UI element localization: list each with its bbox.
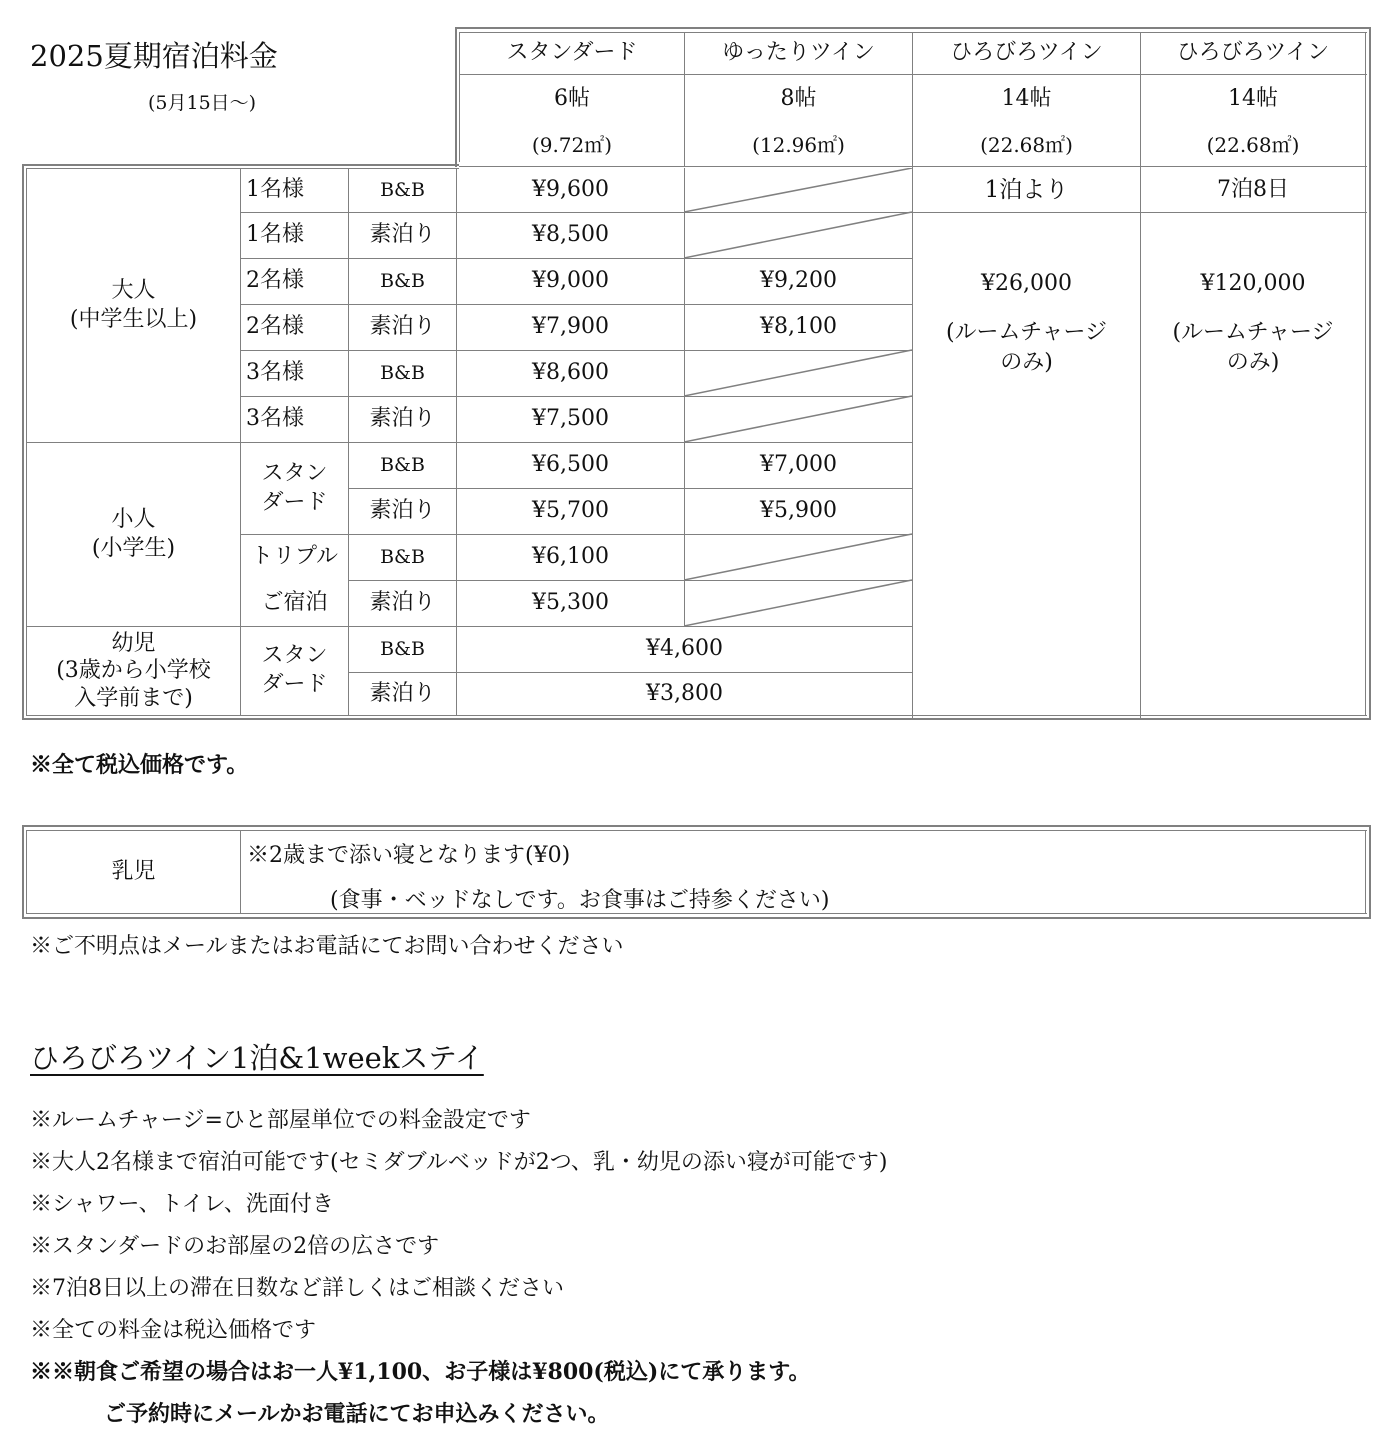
contact-note: ※ご不明点はメールまたはお電話にてお問い合わせください <box>30 934 624 959</box>
stay-note: ※全ての料金は税込価格です <box>30 1318 317 1343</box>
plan-cell: B&B <box>380 638 425 661</box>
price-infant-merged: ¥4,600 <box>646 636 723 662</box>
people-cell: 3名様 <box>246 406 304 432</box>
room-area-yuttari: (12.96㎡) <box>752 133 845 157</box>
sub-triple-line2: ご宿泊 <box>261 590 328 616</box>
room-size-yuttari: 8帖 <box>780 85 817 111</box>
sub-standard-infant-line1: スタン <box>261 643 328 669</box>
group-child-sublabel: (小学生) <box>91 535 176 561</box>
plan-cell: 素泊り <box>369 314 436 340</box>
price-infant-merged: ¥3,800 <box>646 680 723 706</box>
page-subtitle: (5月15日〜) <box>148 92 257 114</box>
hirobiro-2-price: ¥120,000 <box>1200 270 1306 296</box>
plan-cell: 素泊り <box>369 406 436 432</box>
price-standard: ¥9,600 <box>532 177 609 203</box>
price-yuttari: ¥7,000 <box>760 452 837 478</box>
sub-standard-child <box>241 443 348 534</box>
price-yuttari: ¥9,200 <box>760 268 837 294</box>
room-name-hirobiro-1: ひろびろツイン <box>950 40 1103 66</box>
group-infant-sublabel-2: 入学前まで) <box>74 685 193 711</box>
hirobiro-2-note <box>1141 315 1365 381</box>
room-area-hirobiro-1: (22.68㎡) <box>980 133 1073 157</box>
group-infant-sublabel-1: (3歳から小学校 <box>56 658 211 684</box>
plan-cell: 素泊り <box>369 222 436 248</box>
room-size-standard: 6帖 <box>554 85 590 111</box>
plan-cell: B&B <box>380 270 425 293</box>
unavailable-slashes <box>684 168 912 626</box>
sub-standard-infant-line2: ダード <box>261 672 328 697</box>
hirobiro-1-note <box>913 315 1140 381</box>
people-cell: 3名様 <box>246 360 304 386</box>
stay-note: ※7泊8日以上の滞在日数など詳しくはご相談ください <box>30 1276 564 1301</box>
sub-standard-child-line1: スタン <box>261 460 328 486</box>
group-infant-label: 幼児 <box>111 630 156 656</box>
group-child <box>27 443 240 626</box>
infant-note-line1: ※2歳まで添い寝となります(¥0) <box>247 843 571 868</box>
infant-note-line2: (食事・ベッドなしです。お食事はご持参ください) <box>330 888 830 913</box>
tax-note: ※全て税込価格です。 <box>30 752 249 778</box>
people-cell: 2名様 <box>246 314 304 340</box>
hirobiro-2-note-line2: のみ) <box>1226 350 1280 375</box>
group-infant <box>27 627 240 715</box>
plan-cell: B&B <box>380 454 425 477</box>
price-standard: ¥8,500 <box>532 222 609 248</box>
price-yuttari: ¥8,100 <box>760 314 837 340</box>
room-size-hirobiro-1: 14帖 <box>1001 85 1052 111</box>
group-adult-sublabel: (中学生以上) <box>69 306 198 332</box>
price-standard: ¥7,500 <box>532 406 609 432</box>
price-yuttari: ¥5,900 <box>760 498 837 524</box>
price-standard: ¥9,000 <box>532 268 609 294</box>
hirobiro-1-label: 1泊より <box>984 176 1069 203</box>
page-title: 2025夏期宿泊料金 <box>30 39 278 73</box>
plan-cell: 素泊り <box>369 498 436 524</box>
price-standard: ¥8,600 <box>532 360 609 386</box>
price-standard: ¥6,500 <box>532 452 609 478</box>
people-cell: 2名様 <box>246 268 304 294</box>
stay-note: ※ルームチャージ=ひと部屋単位での料金設定です <box>30 1108 531 1133</box>
room-area-hirobiro-2: (22.68㎡) <box>1206 133 1300 157</box>
stay-note: ※スタンダードのお部屋の2倍の広さです <box>30 1234 440 1259</box>
room-size-hirobiro-2: 14帖 <box>1228 85 1278 111</box>
plan-cell: 素泊り <box>369 680 436 706</box>
hirobiro-1-price: ¥26,000 <box>981 270 1072 296</box>
hirobiro-2-note-line1: (ルームチャージ <box>1172 320 1334 346</box>
price-standard: ¥5,700 <box>532 498 609 524</box>
sub-triple-line1: トリプル <box>250 544 339 570</box>
people-cell: 1名様 <box>246 222 304 248</box>
group-adult-label: 大人 <box>111 277 156 303</box>
breakfast-note-2: ご予約時にメールかお電話にてお申込みください。 <box>104 1401 610 1427</box>
hirobiro-1-note-line1: (ルームチャージ <box>945 320 1108 346</box>
plan-cell: B&B <box>380 179 425 202</box>
infant-label: 乳児 <box>111 858 156 884</box>
people-cell: 1名様 <box>246 177 304 203</box>
stay-note: ※シャワー、トイレ、洗面付き <box>30 1192 334 1217</box>
plan-cell: 素泊り <box>369 590 436 616</box>
price-standard: ¥6,100 <box>532 544 609 570</box>
group-adult <box>27 169 240 442</box>
room-name-hirobiro-2: ひろびろツイン <box>1176 40 1330 66</box>
hirobiro-1-note-line2: のみ) <box>1000 350 1053 375</box>
price-standard: ¥7,900 <box>532 314 609 340</box>
group-child-label: 小人 <box>111 506 156 532</box>
plan-cell: B&B <box>380 362 425 385</box>
room-area-standard: (9.72㎡) <box>531 133 613 157</box>
breakfast-note: ※※朝食ご希望の場合はお一人¥1,100、お子様は¥800(税込)にて承ります。 <box>30 1359 811 1385</box>
stay-heading: ひろびろツイン1泊&1weekステイ <box>30 1041 484 1075</box>
hirobiro-2-label: 7泊8日 <box>1217 177 1289 203</box>
plan-cell: B&B <box>380 546 425 569</box>
sub-standard-infant <box>241 627 348 715</box>
stay-note: ※大人2名様まで宿泊可能です(セミダブルベッドが2つ、乳・幼児の添い寝が可能です) <box>30 1150 888 1175</box>
price-standard: ¥5,300 <box>532 590 609 616</box>
room-name-yuttari: ゆったりツイン <box>722 40 875 66</box>
room-name-standard: スタンダード <box>506 40 638 66</box>
sub-standard-child-line2: ダード <box>261 489 328 515</box>
